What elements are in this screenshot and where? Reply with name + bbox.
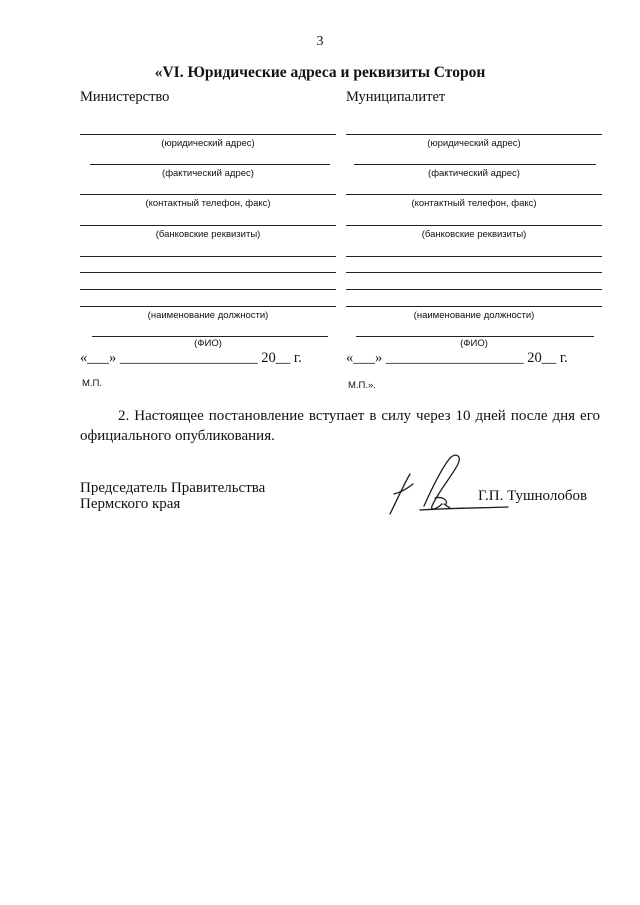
position-caption: (наименование должности) <box>413 310 535 321</box>
effective-date-paragraph: 2. Настоящее постановление вступает в силу через 10 дней после дня его официального опубликования. <box>80 408 600 444</box>
signatory-title-line-2: Пермского края <box>80 496 181 512</box>
right-requisites-block <box>346 0 606 400</box>
position-line <box>346 306 602 307</box>
fio-line <box>356 336 594 337</box>
bank-line-4 <box>346 289 602 290</box>
actual-address-caption: (фактический адрес) <box>162 168 254 179</box>
bank-line <box>346 225 602 226</box>
contacts-line <box>346 194 602 195</box>
legal-address-caption: (юридический адрес) <box>427 138 521 149</box>
bank-line-4 <box>80 289 336 290</box>
bank-line <box>80 225 336 226</box>
section-heading: «VI. Юридические адреса и реквизиты Сторон <box>154 64 486 81</box>
bank-line-2 <box>80 256 336 257</box>
handwritten-signature <box>380 448 520 524</box>
signatory-title-line-1: Председатель Правительства <box>80 480 266 496</box>
left-party-name: Министерство <box>80 89 170 105</box>
contacts-caption: (контактный телефон, факс) <box>411 198 537 209</box>
signatory-name: Г.П. Тушнолобов <box>478 488 588 504</box>
position-caption: (наименование должности) <box>147 310 269 321</box>
contacts-caption: (контактный телефон, факс) <box>145 198 271 209</box>
legal-address-caption: (юридический адрес) <box>161 138 255 149</box>
actual-address-line <box>354 164 596 165</box>
position-line <box>80 306 336 307</box>
left-requisites-block <box>80 0 340 400</box>
stamp-label: М.П. <box>82 378 103 389</box>
bank-caption: (банковские реквизиты) <box>155 229 261 240</box>
fio-caption: (ФИО) <box>460 338 488 349</box>
actual-address-line <box>90 164 330 165</box>
date-line: «___» ___________________ 20__ г. <box>346 350 568 366</box>
bank-caption: (банковские реквизиты) <box>421 229 527 240</box>
contacts-line <box>80 194 336 195</box>
stamp-label: М.П.». <box>348 380 376 391</box>
legal-address-line <box>346 134 602 135</box>
date-line: «___» ___________________ 20__ г. <box>80 350 302 366</box>
bank-line-3 <box>80 272 336 273</box>
fio-line <box>92 336 328 337</box>
actual-address-caption: (фактический адрес) <box>428 168 520 179</box>
signatory-title <box>80 480 265 512</box>
right-party-name: Муниципалитет <box>346 89 446 105</box>
page-number: 3 <box>316 34 324 49</box>
legal-address-line <box>80 134 336 135</box>
bank-line-3 <box>346 272 602 273</box>
bank-line-2 <box>346 256 602 257</box>
fio-caption: (ФИО) <box>194 338 222 349</box>
